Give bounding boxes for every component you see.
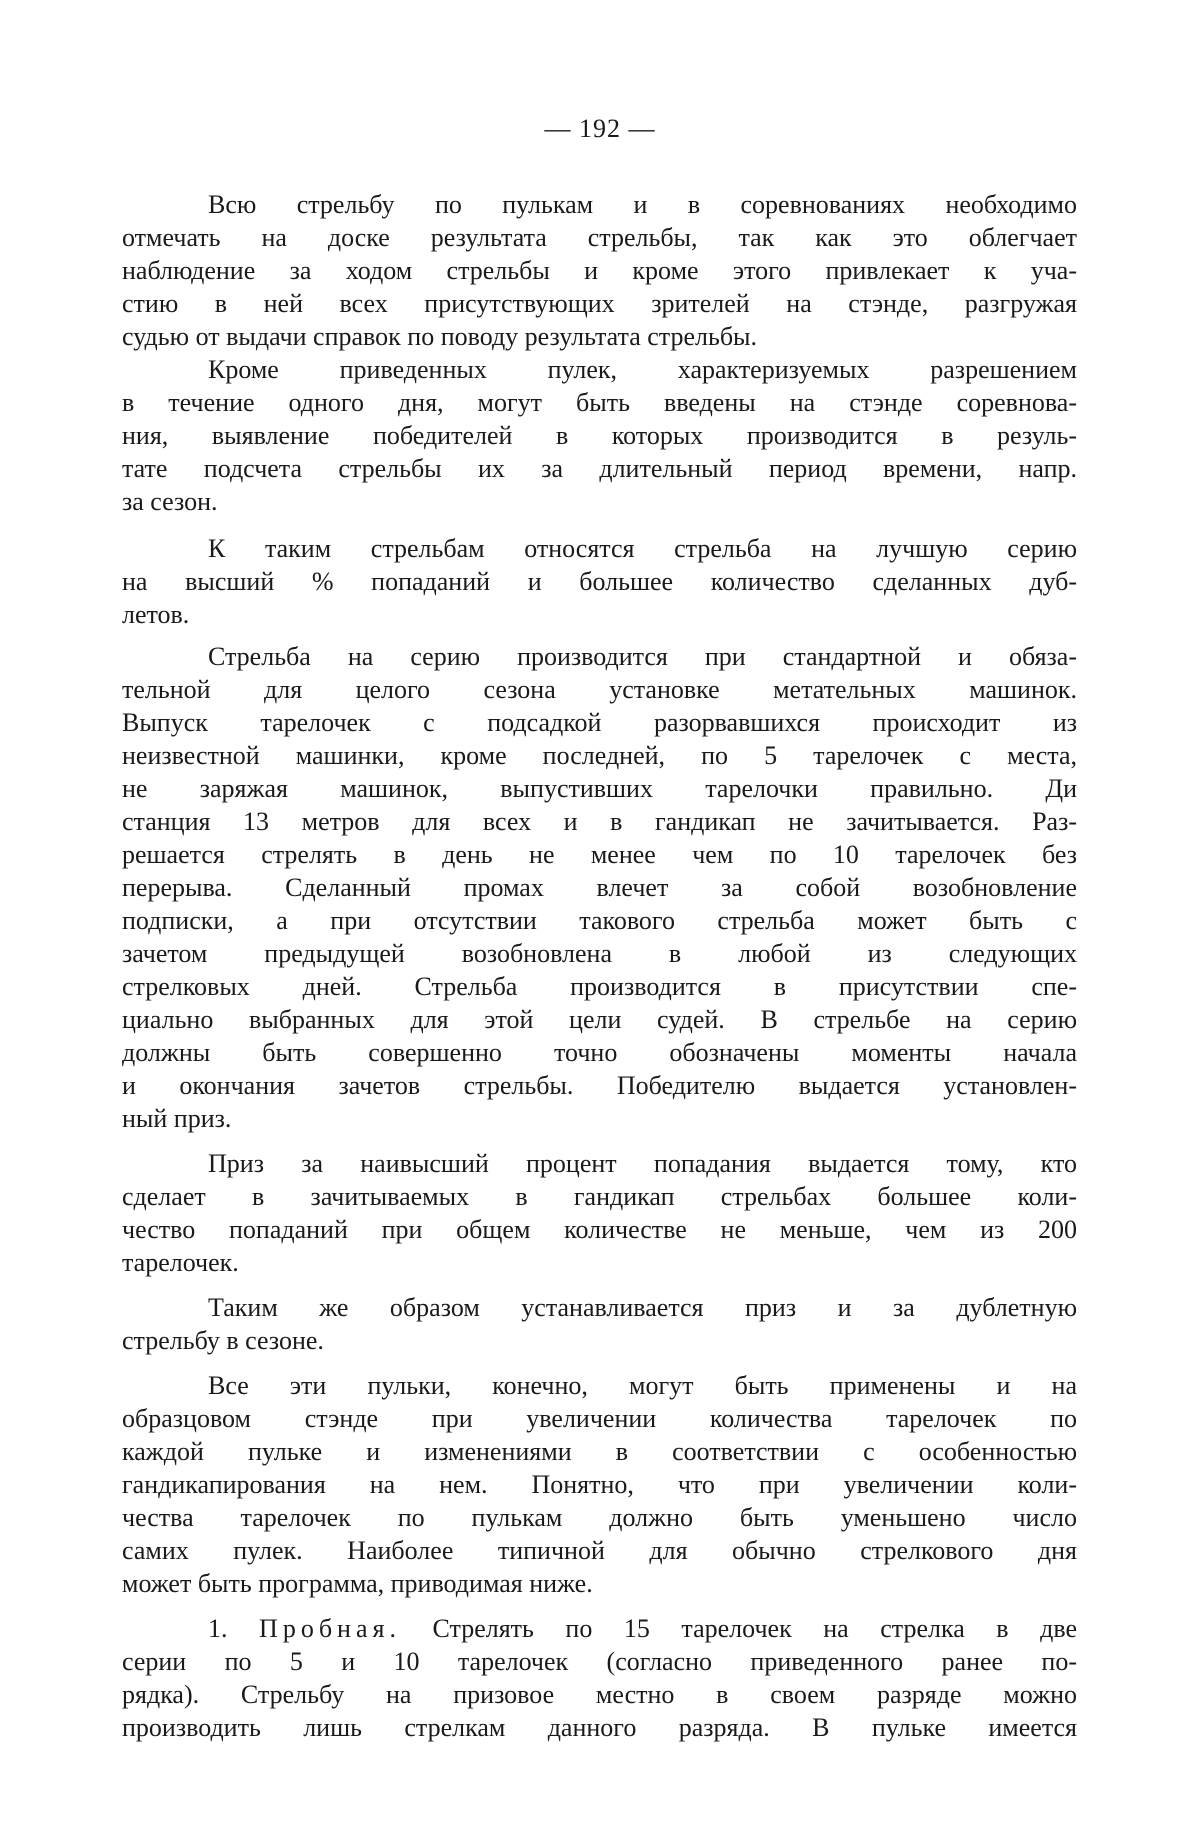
text-line: стию в ней всех присутствующих зрителей на стэнде, разгружая xyxy=(122,289,1077,318)
text-line: может быть программа, приводимая ниже. xyxy=(122,1569,593,1598)
paragraph xyxy=(122,532,1077,631)
text-line: Все эти пульки, конечно, могут быть применены и на xyxy=(208,1371,1077,1400)
paragraph xyxy=(122,1612,1077,1744)
body-text xyxy=(122,188,1077,1744)
text-line: станция 13 метров для всех и в гандикап не зачитывается. Раз- xyxy=(122,807,1077,836)
text-line: К таким стрельбам относятся стрельба на лучшую серию xyxy=(208,534,1077,563)
text-line: Кроме приведенных пулек, характеризуемых разрешением xyxy=(208,355,1077,384)
text-line: каждой пульке и изменениями в соответствии с особенностью xyxy=(122,1437,1077,1466)
text-line: образцовом стэнде при увеличении количества тарелочек по xyxy=(122,1404,1077,1433)
text-line: летов. xyxy=(122,600,190,629)
text-line: перерыва. Сделанный промах влечет за собой возобновление xyxy=(122,873,1077,902)
paragraph xyxy=(122,353,1077,518)
text-line: Приз за наивысший процент попадания выдается тому, кто xyxy=(208,1149,1077,1178)
text-line: зачетом предыдущей возобновлена в любой из следующих xyxy=(122,939,1077,968)
text-line: гандикапирования на нем. Понятно, что при увеличении коли- xyxy=(122,1470,1077,1499)
text-line: рядка). Стрельбу на призовое местно в своем разряде можно xyxy=(122,1680,1077,1709)
text-line: и окончания зачетов стрельбы. Победителю выдается установлен- xyxy=(122,1071,1077,1100)
text-line: циально выбранных для этой цели судей. В стрельбе на серию xyxy=(122,1005,1077,1034)
text-line: отмечать на доске результата стрельбы, так как это облегчает xyxy=(122,223,1077,252)
text-line: чество попаданий при общем количестве не меньше, чем из 200 xyxy=(122,1215,1077,1244)
text-line: решается стрелять в день не менее чем по 10 тарелочек без xyxy=(122,840,1077,869)
text-line: ния, выявление победителей в которых производится в резуль- xyxy=(122,421,1077,450)
text-line xyxy=(122,1612,1077,1645)
text-line: сделает в зачитываемых в гандикап стрельбах большее коли- xyxy=(122,1182,1077,1211)
text-line: тарелочек. xyxy=(122,1248,239,1277)
text-line: ный приз. xyxy=(122,1104,232,1133)
section-title: Пробная. xyxy=(259,1614,401,1643)
text-line: Выпуск тарелочек с подсадкой разорвавшихся происходит из xyxy=(122,708,1077,737)
text-line: подписки, а при отсутствии такового стрельба может быть с xyxy=(122,906,1077,935)
text-line: не заряжая машинок, выпустивших тарелочки правильно. Ди xyxy=(122,774,1077,803)
paragraph xyxy=(122,640,1077,1135)
text-fragment: Стрелять по 15 тарелочек на стрелка в две xyxy=(432,1614,1078,1643)
text-line: Таким же образом устанавливается приз и за дублетную xyxy=(208,1293,1077,1322)
text-line: тельной для целого сезона установке метательных машинок. xyxy=(122,675,1077,704)
text-line: стрелковых дней. Стрельба производится в присутствии спе- xyxy=(122,972,1077,1001)
text-line: в течение одного дня, могут быть введены на стэнде соревнова- xyxy=(122,388,1077,417)
text-line: Всю стрельбу по пулькам и в соревнованиях необходимо xyxy=(208,190,1077,219)
paragraph xyxy=(122,1369,1077,1600)
text-line: тате подсчета стрельбы их за длительный период времени, напр. xyxy=(122,454,1077,483)
text-line: судью от выдачи справок по поводу результата стрельбы. xyxy=(122,322,758,351)
text-line: наблюдение за ходом стрельбы и кроме этого привлекает к уча- xyxy=(122,256,1077,285)
text-line: Стрельба на серию производится при стандартной и обяза- xyxy=(208,642,1077,671)
text-line: неизвестной машинки, кроме последней, по 5 тарелочек с места, xyxy=(122,741,1077,770)
paragraph xyxy=(122,188,1077,353)
text-line: стрельбу в сезоне. xyxy=(122,1326,324,1355)
text-line: за сезон. xyxy=(122,487,218,516)
text-line: производить лишь стрелкам данного разряда. В пульке имеется xyxy=(122,1713,1077,1742)
list-number: 1. xyxy=(208,1614,228,1643)
text-line: чества тарелочек по пулькам должно быть уменьшено число xyxy=(122,1503,1077,1532)
text-line: должны быть совершенно точно обозначены моменты начала xyxy=(122,1038,1077,1067)
text-line: на высший % попаданий и большее количество сделанных дуб- xyxy=(122,567,1077,596)
paragraph xyxy=(122,1147,1077,1279)
text-line: серии по 5 и 10 тарелочек (согласно приведенного ранее по- xyxy=(122,1647,1077,1676)
paragraph xyxy=(122,1291,1077,1357)
text-line: самих пулек. Наиболее типичной для обычно стрелкового дня xyxy=(122,1536,1077,1565)
page-number: — 192 — xyxy=(544,114,656,143)
